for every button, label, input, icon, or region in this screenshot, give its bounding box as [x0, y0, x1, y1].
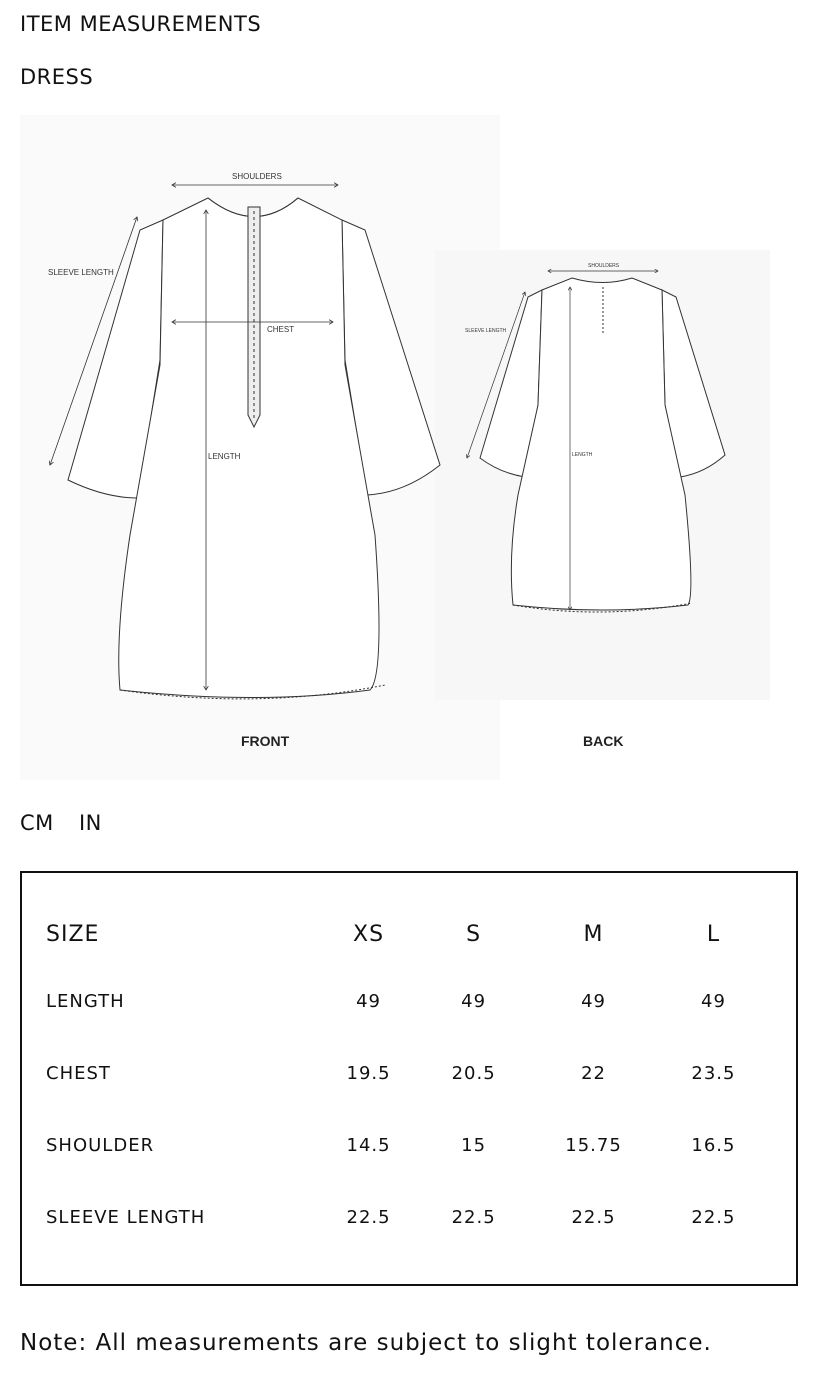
dress-illustration [20, 115, 800, 785]
table-row [46, 1037, 766, 1109]
column-header: SIZE [46, 921, 100, 947]
column-header: S [466, 921, 482, 947]
product-type-label: DRESS [20, 65, 94, 89]
tolerance-note: Note: All measurements are subject to slight tolerance. [20, 1330, 712, 1356]
table-cell: 49 [461, 990, 487, 1012]
column-header: M [583, 921, 604, 947]
front-sleeve-annotation: SLEEVE LENGTH [48, 268, 114, 277]
back-view-label: BACK [583, 733, 624, 749]
table-row [46, 1109, 766, 1181]
row-label: LENGTH [46, 990, 125, 1012]
row-label: SLEEVE LENGTH [46, 1206, 206, 1228]
table-cell: 22 [581, 1062, 606, 1084]
table-cell: 22.5 [691, 1206, 736, 1228]
page-title: ITEM MEASUREMENTS [20, 12, 262, 36]
table-row [46, 965, 766, 1037]
front-chest-annotation: CHEST [267, 325, 295, 334]
table-cell: 16.5 [691, 1134, 736, 1156]
row-label: CHEST [46, 1062, 111, 1084]
table-cell: 20.5 [451, 1062, 496, 1084]
size-chart [20, 871, 798, 1286]
size-table [46, 903, 766, 1253]
table-cell: 22.5 [346, 1206, 391, 1228]
front-shoulders-annotation: SHOULDERS [232, 172, 282, 181]
back-shoulders-annotation: SHOULDERS [588, 263, 620, 269]
table-cell: 15 [461, 1134, 487, 1156]
front-length-annotation: LENGTH [208, 452, 241, 461]
table-cell: 14.5 [346, 1134, 391, 1156]
table-cell: 22.5 [571, 1206, 616, 1228]
unit-cm-button[interactable]: CM [20, 811, 54, 835]
column-header: XS [353, 921, 385, 947]
table-cell: 22.5 [451, 1206, 496, 1228]
row-label: SHOULDER [46, 1134, 155, 1156]
table-cell: 49 [356, 990, 381, 1012]
back-length-annotation: LENGTH [572, 452, 593, 458]
table-cell: 19.5 [346, 1062, 391, 1084]
table-row [46, 1181, 766, 1253]
table-header-row [46, 903, 766, 965]
measurement-diagram [20, 115, 800, 785]
unit-toggle [20, 811, 120, 835]
table-cell: 49 [581, 990, 606, 1012]
back-sleeve-annotation: SLEEVE LENGTH [465, 328, 507, 334]
front-view-label: FRONT [241, 733, 290, 749]
table-cell: 23.5 [691, 1062, 736, 1084]
table-cell: 49 [701, 990, 726, 1012]
column-header: L [706, 921, 721, 947]
table-cell: 15.75 [565, 1134, 622, 1156]
unit-in-button[interactable]: IN [78, 811, 102, 835]
